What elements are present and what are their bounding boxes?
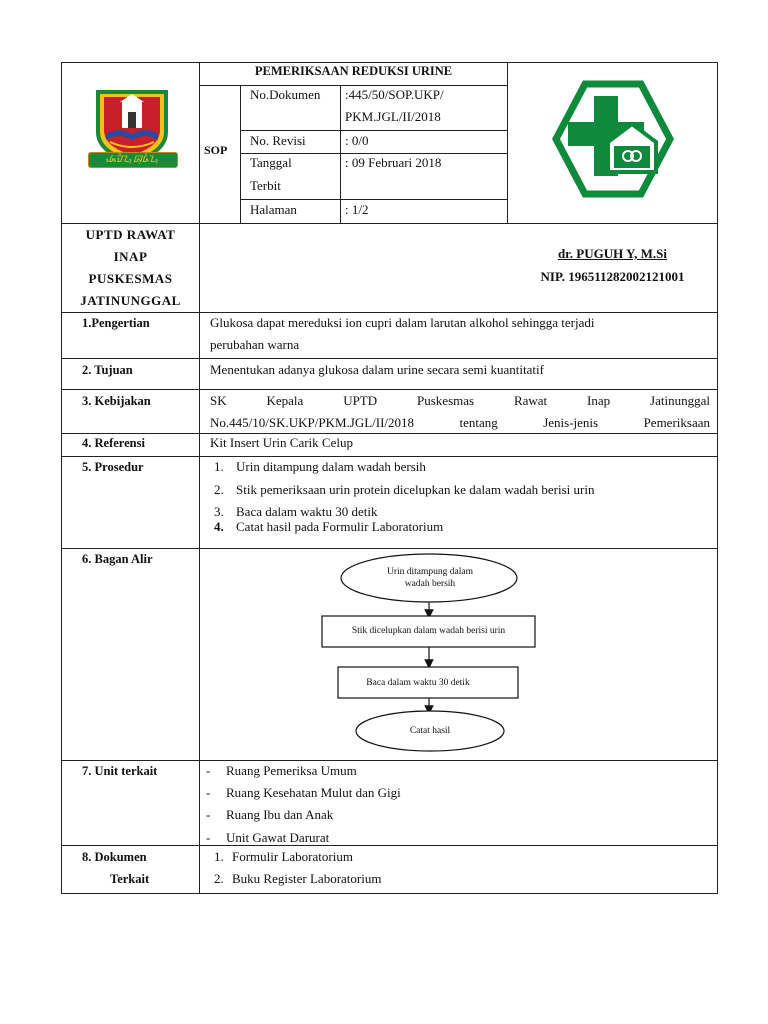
prosedur-num: 4. bbox=[214, 519, 224, 534]
no-dokumen-value-line1: :445/50/SOP.UKP/ bbox=[345, 87, 444, 102]
unit-dash: - bbox=[206, 785, 211, 800]
tanggal-value: : 09 Februari 2018 bbox=[345, 155, 442, 170]
flow-step2-text: Stik dicelupkan dalam wadah berisi urin bbox=[351, 626, 506, 636]
section-prosedur-label: 5. Prosedur bbox=[82, 460, 144, 474]
org-line-1: UPTD RAWAT bbox=[85, 227, 176, 242]
dokumen-item: Formulir Laboratorium bbox=[232, 849, 353, 864]
dokumen-num: 2. bbox=[214, 871, 224, 886]
prosedur-item: Urin ditampung dalam wadah bersih bbox=[236, 459, 426, 474]
kebijakan-word: Jenis-jenis bbox=[543, 415, 599, 430]
unit-dash: - bbox=[206, 830, 211, 845]
prosedur-item: Stik pemeriksaan urin protein dicelupkan ke dalam wadah berisi urin bbox=[236, 482, 595, 497]
kebijakan-word: Inap bbox=[587, 393, 611, 408]
unit-dash: - bbox=[206, 763, 211, 778]
no-revisi-value: : 0/0 bbox=[345, 133, 369, 148]
kebijakan-word: SK bbox=[210, 393, 227, 408]
unit-item: Ruang Ibu dan Anak bbox=[226, 807, 334, 822]
section-unit-label: 7. Unit terkait bbox=[82, 764, 158, 778]
halaman-label: Halaman bbox=[250, 202, 297, 217]
unit-item: Ruang Kesehatan Mulut dan Gigi bbox=[226, 785, 401, 800]
no-revisi-label: No. Revisi bbox=[250, 133, 306, 148]
prosedur-item: Catat hasil pada Formulir Laboratorium bbox=[236, 519, 444, 534]
unit-item: Unit Gawat Darurat bbox=[226, 830, 330, 845]
prosedur-num: 1. bbox=[214, 459, 224, 474]
org-line-4: JATINUNGGAL bbox=[80, 293, 181, 308]
crest-banner-text: ᮏᮦᮙᮨᮔ᮪ ᮘᮥᮓᮤᮔ᮪ bbox=[105, 154, 159, 164]
section-referensi-label: 4. Referensi bbox=[82, 436, 145, 450]
pengertian-line2: perubahan warna bbox=[210, 337, 300, 352]
flow-step3-text: Baca dalam waktu 30 detik bbox=[366, 678, 470, 688]
unit-dash: - bbox=[206, 807, 211, 822]
prosedur-num: 2. bbox=[214, 482, 224, 497]
kebijakan-word: Jatinunggal bbox=[650, 393, 710, 408]
flow-step4-text: Catat hasil bbox=[409, 726, 451, 736]
kebijakan-word: Kepala bbox=[266, 393, 304, 408]
section-kebijakan-label: 3. Kebijakan bbox=[82, 394, 151, 408]
halaman-value: : 1/2 bbox=[345, 202, 369, 217]
section-bagan-label: 6. Bagan Alir bbox=[82, 552, 153, 566]
org-line-2: INAP bbox=[113, 249, 148, 264]
flow-step1-line1: Urin ditampung dalam bbox=[386, 567, 473, 577]
pengertian-line1: Glukosa dapat mereduksi ion cupri dalam larutan alkohol sehingga terjadi bbox=[210, 315, 595, 330]
kebijakan-word: Rawat bbox=[513, 393, 548, 408]
prosedur-item: Baca dalam waktu 30 detik bbox=[236, 504, 378, 519]
tanggal-label: Tanggal bbox=[250, 155, 292, 170]
section-dokumen-label: 8. Dokumen bbox=[82, 850, 147, 864]
section-pengertian-label: 1.Pengertian bbox=[82, 316, 150, 330]
kebijakan-word: UPTD bbox=[343, 393, 378, 408]
section-dokumen-label2: Terkait bbox=[110, 872, 150, 886]
no-dokumen-label: No.Dokumen bbox=[250, 87, 321, 102]
sop-label: SOP bbox=[204, 143, 228, 157]
terbit-label: Terbit bbox=[250, 178, 281, 193]
kebijakan-word: Puskesmas bbox=[417, 393, 475, 408]
signer-nip: NIP. 196511282002121001 bbox=[540, 269, 685, 284]
signer-name: dr. PUGUH Y, M.Si bbox=[557, 246, 668, 261]
section-tujuan-label: 2. Tujuan bbox=[82, 363, 133, 377]
dokumen-num: 1. bbox=[214, 849, 224, 864]
kebijakan-word: tentang bbox=[459, 415, 498, 430]
referensi-text: Kit Insert Urin Carik Celup bbox=[210, 435, 353, 450]
prosedur-num: 3. bbox=[214, 504, 224, 519]
kebijakan-word: Pemeriksaan bbox=[643, 415, 710, 430]
flow-step1-line2: wadah bersih bbox=[404, 579, 456, 589]
no-dokumen-value-line2: PKM.JGL/II/2018 bbox=[345, 109, 441, 124]
document-title: PEMERIKSAAN REDUKSI URINE bbox=[254, 64, 453, 78]
tujuan-text: Menentukan adanya glukosa dalam urine secara semi kuantitatif bbox=[210, 362, 544, 377]
dokumen-item: Buku Register Laboratorium bbox=[232, 871, 382, 886]
org-line-3: PUSKESMAS bbox=[88, 271, 173, 286]
kebijakan-word: No.445/10/SK.UKP/PKM.JGL/II/2018 bbox=[210, 415, 415, 430]
unit-item: Ruang Pemeriksa Umum bbox=[226, 763, 357, 778]
